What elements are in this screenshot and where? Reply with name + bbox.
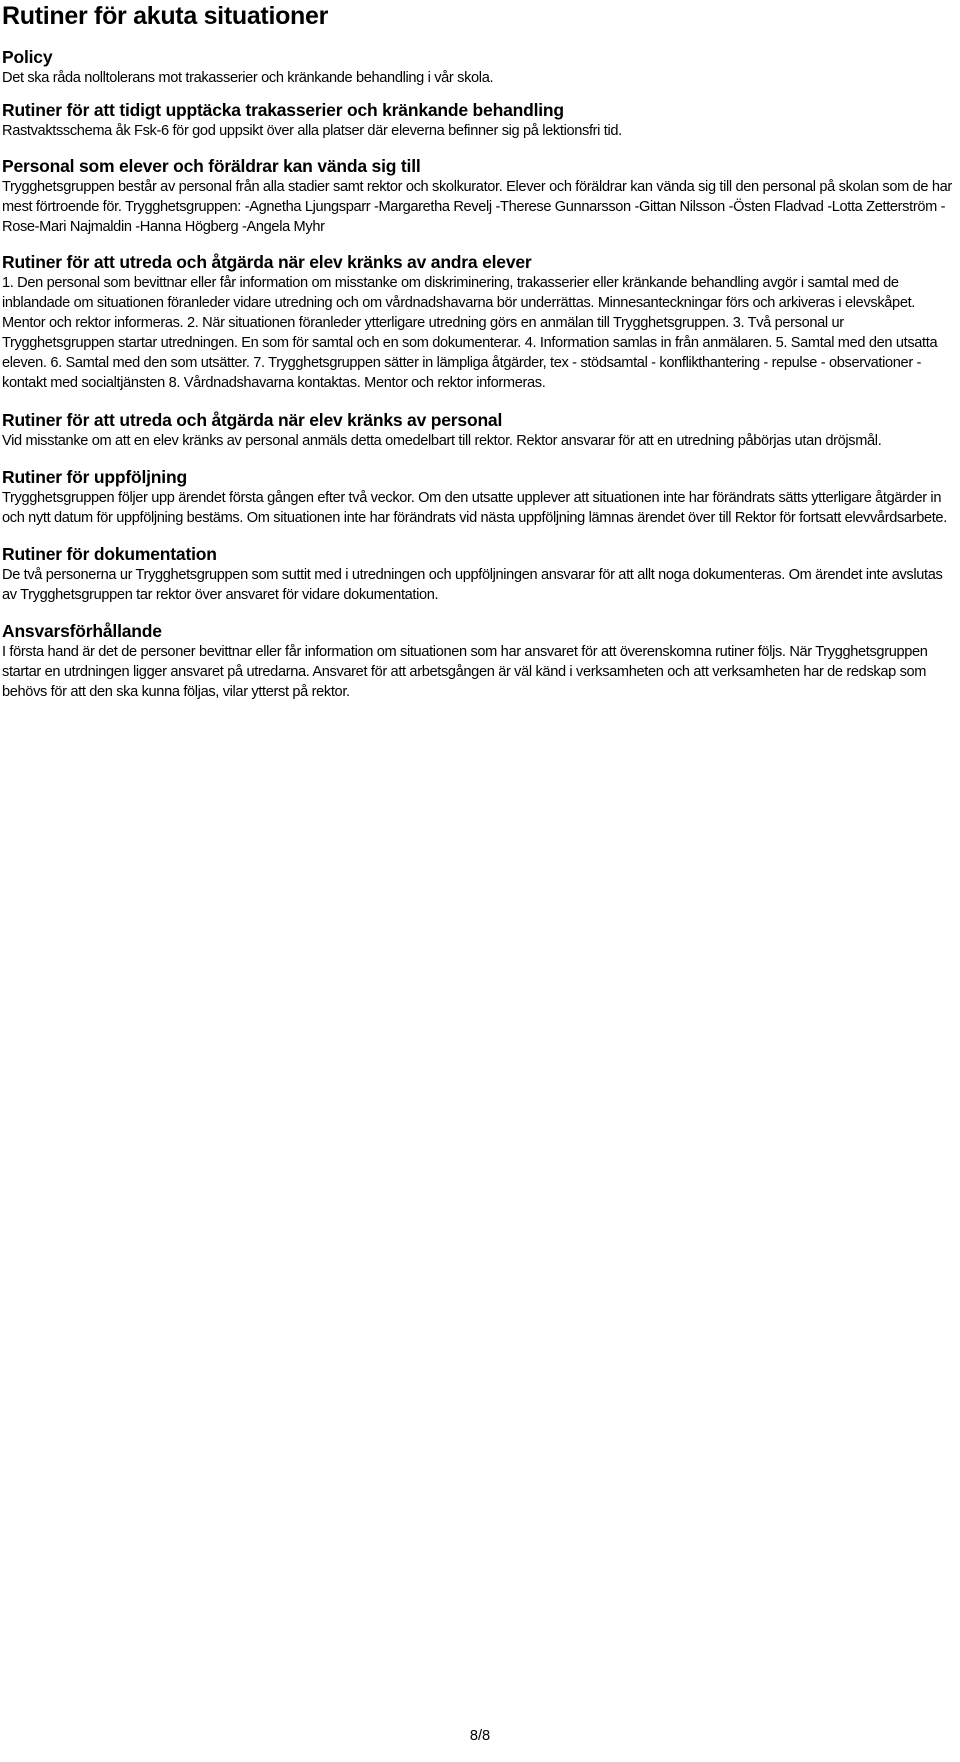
- section-heading: Policy: [2, 47, 53, 67]
- section-heading: Rutiner för dokumentation: [2, 544, 217, 564]
- section-heading: Rutiner för att utreda och åtgärda när elev kränks av personal: [2, 410, 503, 430]
- section-heading: Rutiner för att tidigt upptäcka trakasserier och kränkande behandling: [2, 100, 564, 120]
- section-body: Det ska råda nolltolerans mot trakasserier och kränkande behandling i vår skola.: [2, 70, 494, 86]
- section-early-detection: [2, 100, 957, 141]
- section-body: Rastvaktsschema åk Fsk-6 för god uppsikt över alla platser där eleverna befinner sig på lektionsfri tid.: [2, 123, 622, 139]
- section-body: Trygghetsgruppen består av personal från alla stadier samt rektor och skolkurator. Elever och föräldrar kan vända sig till den personal på skolan som de har mest förtroende för. Trygghetsgruppen: -Agnetha Ljungsparr -Margaretha Revelj -Therese Gunnarsson -Gittan Nilsson -Östen Fladvad -Lotta Zetterström -Rose-Mari Najmaldin -Hanna Högberg -Angela Myhr: [2, 179, 952, 235]
- section-body: I första hand är det de personer bevittnar eller får information om situationen som har ansvaret för att överenskomna rutiner följs. När Trygghetsgruppen startar en utrdningen ligger ansvaret på utredarna. Ansvaret för att arbetsgången är väl känd i verksamheten och att verksamheten har de redskap som behövs för att den ska kunna följas, vilar ytterst på rektor.: [2, 644, 928, 700]
- section-investigate-staff-cases: [2, 410, 957, 451]
- section-heading: Rutiner för att utreda och åtgärda när elev kränks av andra elever: [2, 252, 532, 272]
- section-responsibility: [2, 621, 957, 702]
- section-heading: Ansvarsförhållande: [2, 621, 162, 641]
- section-heading: Personal som elever och föräldrar kan vända sig till: [2, 156, 421, 176]
- section-policy: [2, 47, 957, 88]
- section-body: De två personerna ur Trygghetsgruppen som suttit med i utredningen och uppföljningen ansvarar för att allt noga dokumenteras. Om ärendet inte avslutas av Trygghetsgruppen tar rektor över ansvaret för vidare dokumentation.: [2, 567, 943, 603]
- document-title: Rutiner för akuta situationer: [2, 2, 329, 30]
- section-follow-up: [2, 467, 957, 528]
- section-body: 1. Den personal som bevittnar eller får information om misstanke om diskriminering, trakasserier eller kränkande behandling avgör i samtal med de inblandade om situationen föranleder vidare utredning och om vårdnadshavarna bör underrättas. Minnesanteckningar förs och arkiveras i elevskåpet. Mentor och rektor informeras. 2. När situationen föranleder ytterligare utredning görs en anmälan till Trygghetsgruppen. 3. Två personal ur Trygghetsgruppen startar utredningen. En som för samtal och en som dokumenterar. 4. Information samlas in från anmälaren. 5. Samtal med den utsatta eleven. 6. Samtal med den som utsätter. 7. Trygghetsgruppen sätter in lämpliga åtgärder, tex - stödsamtal - konflikthantering - repulse - observationer - kontakt med socialtjänsten 8. Vårdnadshavarna kontaktas. Mentor och rektor informeras.: [2, 275, 938, 391]
- page-number: 8/8: [469, 1728, 491, 1744]
- section-body: Trygghetsgruppen följer upp ärendet första gången efter två veckor. Om den utsatte upplever att situationen inte har förändrats sätts ytterligare åtgärder in och nytt datum för uppföljning bestäms. Om situationen inte har förändrats vid nästa uppföljning lämnas ärendet över till Rektor för fortsatt elevvårdsarbete.: [2, 490, 947, 526]
- section-heading: Rutiner för uppföljning: [2, 467, 187, 487]
- document-content: [2, 0, 957, 702]
- section-body: Vid misstanke om att en elev kränks av personal anmäls detta omedelbart till rektor. Rektor ansvarar för att en utredning påbörjas utan dröjsmål.: [2, 433, 882, 449]
- section-investigate-student-cases: [2, 252, 957, 393]
- section-documentation: [2, 544, 957, 605]
- section-contact-staff: [2, 156, 957, 237]
